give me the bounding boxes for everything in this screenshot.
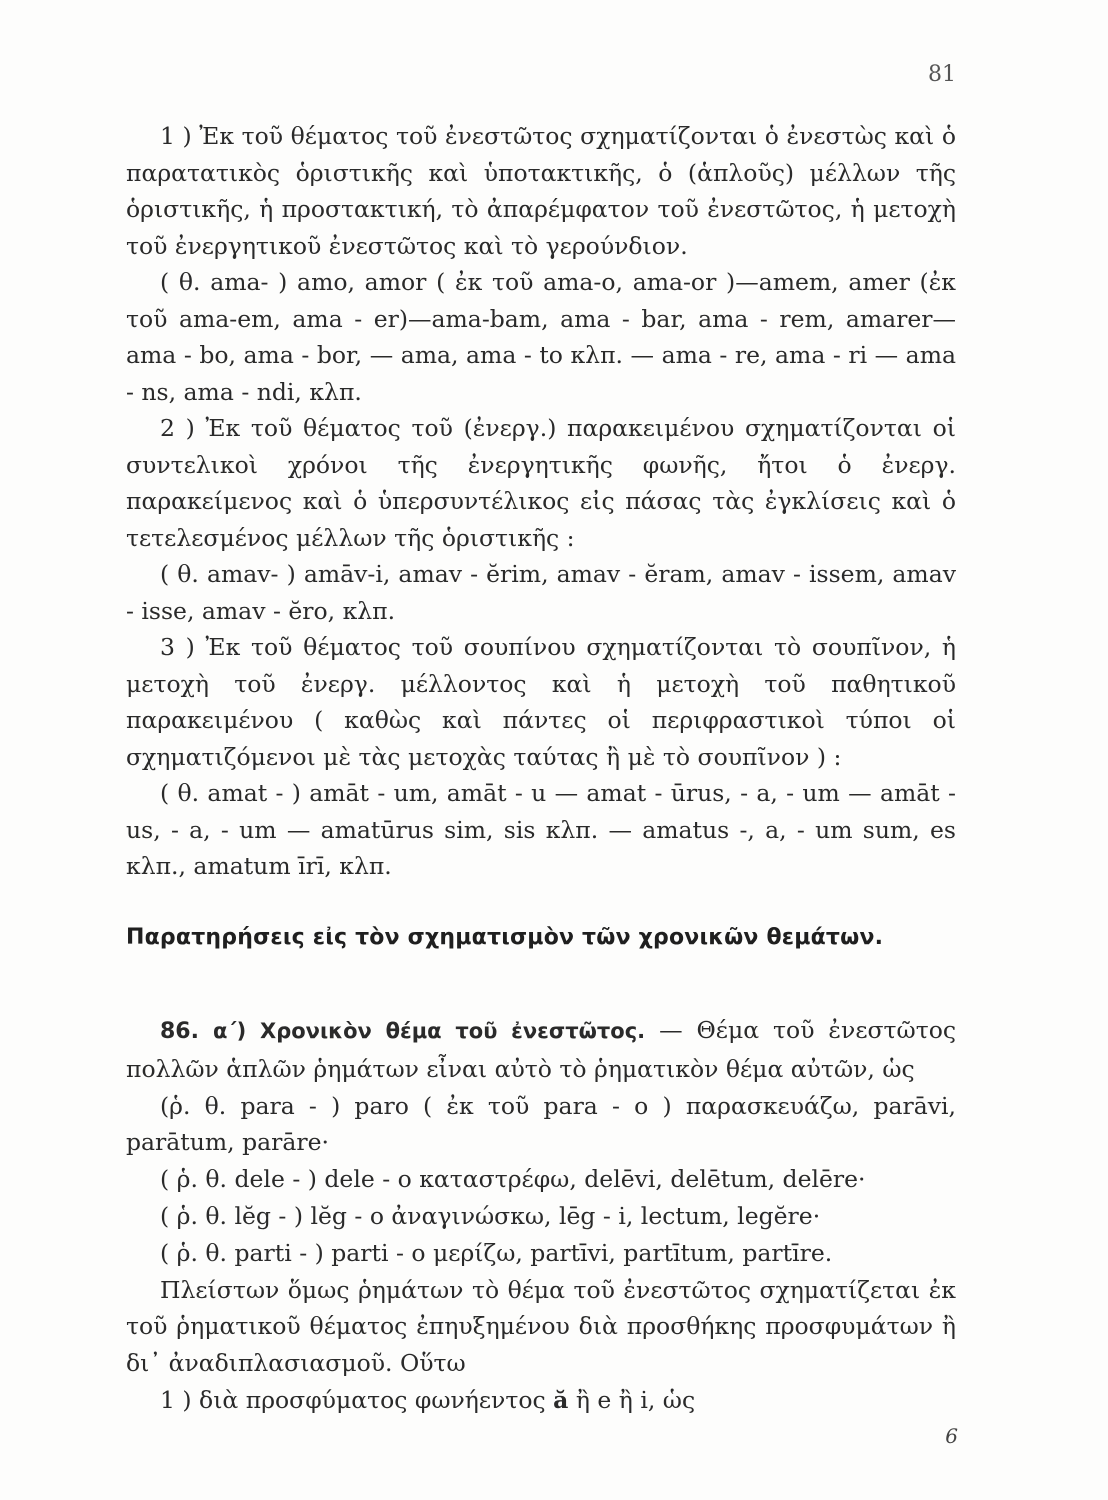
section-number: 86.: [160, 1019, 199, 1044]
example-dele: ( ῥ. θ. dele - ) dele - o καταστρέφω, delēvi, delētum, delēre·: [160, 1165, 866, 1194]
section-86-intro: [126, 1012, 956, 1088]
section-86-block: [126, 1012, 956, 1419]
vowel-sep-2: ἢ: [611, 1385, 641, 1414]
vowel-suffix-prefix: 1 ) διὰ προσφύματος φωνήεντος: [160, 1385, 554, 1414]
page-number: 81: [928, 62, 956, 87]
paragraph-augmented-stem: Πλείστων ὅμως ῥημάτων τὸ θέμα τοῦ ἐνεστῶτος σχηματίζεται ἐκ τοῦ ῥηματικοῦ θέματος ἐπηυξημένου διὰ προσθήκης προσφυμάτων ἢ δι᾽ ἀναδιπλασιασμοῦ. Οὕτω: [126, 1275, 956, 1378]
vowel-a: ă: [553, 1385, 569, 1414]
paragraph-perfect-stem: 2 ) Ἐκ τοῦ θέματος τοῦ (ἐνεργ.) παρακειμένου σχηματίζονται οἱ συντελικοὶ χρόνοι τῆς ἐνεργητικῆς φωνῆς, ἤτοι ὁ ἐνεργ. παρακείμενος καὶ ὁ ὑπερσυντέλικος εἰς πάσας τὰς ἐγκλίσεις καὶ ὁ τετελεσμένος μέλλων τῆς ὁριστικῆς :: [126, 414, 956, 552]
section-title: α΄) Χρονικὸν θέμα τοῦ ἐνεστῶτος.: [212, 1019, 646, 1043]
vowel-sep-1: ἢ: [568, 1385, 598, 1414]
vowel-i: i: [640, 1385, 648, 1414]
example-parti: ( ῥ. θ. parti - ) parti - o μερίζω, partīvi, partītum, partīre.: [160, 1238, 833, 1267]
signature-mark: 6: [945, 1424, 958, 1448]
vowel-e: e: [597, 1385, 612, 1414]
section-heading: Παρατηρήσεις εἰς τὸν σχηματισμὸν τῶν χρονικῶν θεμάτων.: [126, 925, 884, 950]
paragraph-vowel-suffix: [126, 1382, 956, 1419]
section-intro-text: — Θέμα τοῦ ἐνεστῶτος πολλῶν ἁπλῶν ῥημάτων εἶναι αὐτὸ τὸ ῥηματικὸν θέμα αὐτῶν, ὡς: [126, 1016, 957, 1083]
example-para: (ῥ. θ. para - ) paro ( ἐκ τοῦ para - o ) παρασκευάζω, parāvi, parātum, parāre·: [126, 1091, 956, 1157]
paragraph-perfect-examples: ( θ. amav- ) amāv-i, amav - ĕrim, amav - ĕram, amav - issem, amav - isse, amav - ĕro, κλπ.: [126, 560, 956, 625]
paragraph-present-stem: 1 ) Ἐκ τοῦ θέματος τοῦ ἐνεστῶτος σχηματίζονται ὁ ἐνεστὼς καὶ ὁ παρατατικὸς ὁριστικῆς καὶ ὑποτακτικῆς, ὁ (ἁπλοῦς) μέλλων τῆς ὁριστικῆς, ἡ προστακτική, τὸ ἀπαρέμφατον τοῦ ἐνεστῶτος, ἡ μετοχὴ τοῦ ἐνεργητικοῦ ἐνεστῶτος καὶ τὸ γερούνδιον.: [126, 122, 956, 260]
conjugation-stems-block: [126, 118, 956, 885]
paragraph-present-examples: ( θ. ama- ) amo, amor ( ἐκ τοῦ ama-o, ama-or )—amem, amer (ἐκ τοῦ ama-em, ama - er)—ama-bam, ama - bar, ama - rem, amarer—ama - bo, ama - bor, — ama, ama - to κλπ. — ama - re, ama - ri — ama - ns, ama - ndi, κλπ.: [126, 268, 956, 406]
paragraph-supine-examples: ( θ. amat - ) amāt - um, amāt - u — amat - ūrus, - a, - um — amāt - us, - a, - um — amatūrus sim, sis κλπ. — amatus -, a, - um sum, es κλπ., amatum īrī, κλπ.: [126, 779, 956, 880]
vowel-suffix-end: , ὡς: [647, 1385, 696, 1414]
example-leg: ( ῥ. θ. lĕg - ) lĕg - o ἀναγινώσκω, lēg - i, lectum, legĕre·: [160, 1201, 821, 1230]
paragraph-supine-stem: 3 ) Ἐκ τοῦ θέματος τοῦ σουπίνου σχηματίζονται τὸ σουπῖνον, ἡ μετοχὴ τοῦ ἐνεργ. μέλλοντος καὶ ἡ μετοχὴ τοῦ παθητικοῦ παρακειμένου ( καθὼς καὶ πάντες οἱ περιφραστικοὶ τύποι οἱ σχηματιζόμενοι μὲ τὰς μετοχὰς ταύτας ἢ μὲ τὸ σουπῖνον ) :: [126, 633, 956, 771]
